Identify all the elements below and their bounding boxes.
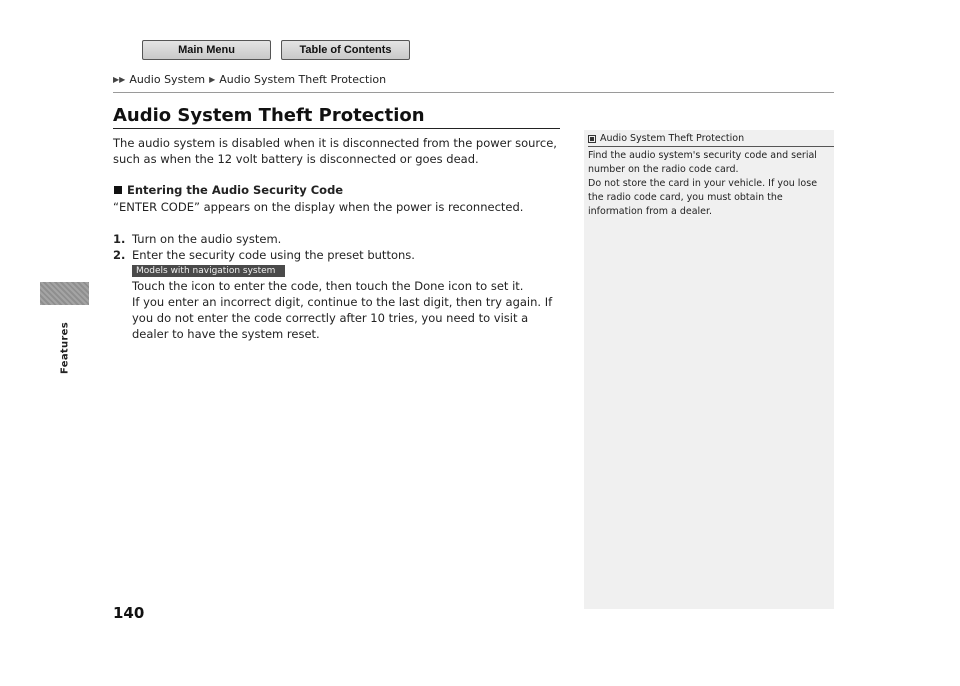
section-heading	[113, 182, 563, 198]
model-tag: Models with navigation system	[132, 265, 285, 277]
sidebar-title	[588, 133, 744, 144]
breadcrumb-item-theft-protection[interactable]: Audio System Theft Protection	[219, 73, 387, 86]
title-divider	[113, 128, 560, 129]
square-bullet-icon	[114, 186, 122, 194]
page-number: 140	[113, 604, 145, 622]
table-of-contents-button[interactable]: Table of Contents	[281, 40, 410, 60]
section-tab-label: Features	[59, 322, 71, 374]
enter-code-paragraph: “ENTER CODE” appears on the display when the power is reconnected.	[113, 200, 524, 214]
sidebar-divider	[588, 146, 834, 147]
incorrect-code-paragraph: If you enter an incorrect digit, continue to the last digit, then try again. If you do not enter the code correctly after 10 tries, you need to visit a dealer to have the system reset.	[132, 295, 553, 341]
step-item	[113, 231, 281, 247]
breadcrumb	[113, 73, 386, 86]
breadcrumb-arrow-icon: ▶	[209, 75, 216, 84]
breadcrumb-arrow-icon: ▶▶	[113, 75, 126, 84]
step-item	[113, 247, 415, 263]
sidebar-title-text: Audio System Theft Protection	[600, 133, 745, 144]
breadcrumb-item-audio-system[interactable]: Audio System	[129, 73, 206, 86]
touch-instruction: Touch the icon to enter the code, then touch the Done icon to set it.	[132, 279, 524, 293]
step-text: Enter the security code using the preset buttons.	[132, 248, 415, 262]
sidebar-paragraph: Find the audio system's security code and serial number on the radio code card.	[588, 150, 817, 175]
section-heading-text: Entering the Audio Security Code	[127, 183, 344, 197]
step-number: 2.	[113, 248, 126, 262]
note-icon	[588, 135, 596, 143]
main-menu-button[interactable]: Main Menu	[142, 40, 271, 60]
step-number: 1.	[113, 232, 126, 246]
page-title: Audio System Theft Protection	[113, 105, 425, 126]
header-divider	[113, 92, 834, 93]
section-tab-marker	[40, 282, 89, 305]
sidebar-paragraph: Do not store the card in your vehicle. If you lose the radio code card, you must obtain the information from a dealer.	[588, 178, 818, 217]
step-text: Turn on the audio system.	[132, 232, 282, 246]
intro-paragraph: The audio system is disabled when it is disconnected from the power source, such as when the 12 volt battery is disconnected or goes dead.	[113, 136, 557, 166]
sidebar-note	[584, 130, 834, 609]
